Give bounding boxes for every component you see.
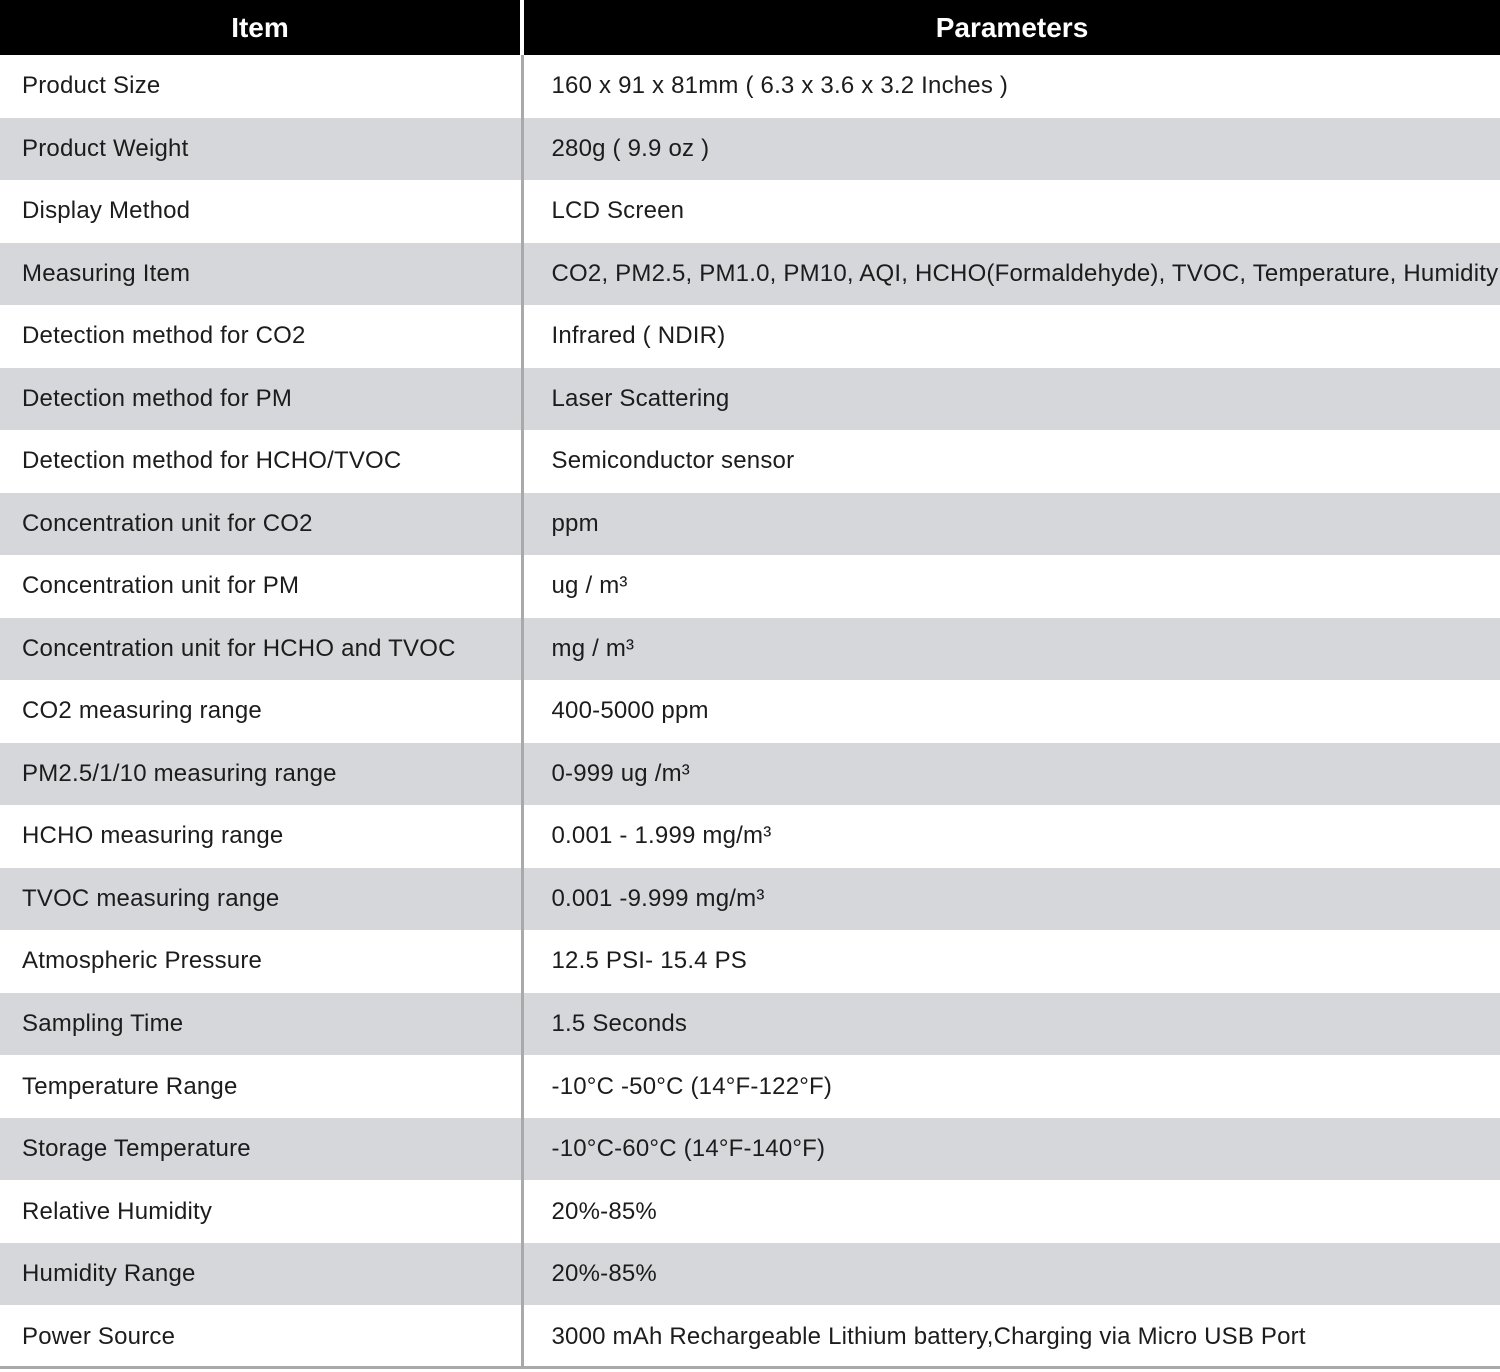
parameter-cell: LCD Screen — [522, 180, 1500, 243]
parameter-cell: 1.5 Seconds — [522, 993, 1500, 1056]
parameter-cell: 0.001 -9.999 mg/m³ — [522, 868, 1500, 931]
item-cell: Product Weight — [0, 118, 522, 181]
table-row — [0, 180, 1500, 243]
parameter-cell: ug / m³ — [522, 555, 1500, 618]
parameter-cell: -10°C-60°C (14°F-140°F) — [522, 1118, 1500, 1181]
parameter-cell: -10°C -50°C (14°F-122°F) — [522, 1055, 1500, 1118]
column-header-parameters: Parameters — [522, 0, 1500, 55]
parameter-cell: mg / m³ — [522, 618, 1500, 681]
item-cell: Atmospheric Pressure — [0, 930, 522, 993]
item-cell: Humidity Range — [0, 1243, 522, 1306]
parameter-cell: 0-999 ug /m³ — [522, 743, 1500, 806]
parameter-cell: Infrared ( NDIR) — [522, 305, 1500, 368]
item-cell: Detection method for HCHO/TVOC — [0, 430, 522, 493]
item-cell: Concentration unit for PM — [0, 555, 522, 618]
parameter-cell: 20%-85% — [522, 1243, 1500, 1306]
parameter-cell: 400-5000 ppm — [522, 680, 1500, 743]
parameter-cell: 20%-85% — [522, 1180, 1500, 1243]
item-cell: Detection method for CO2 — [0, 305, 522, 368]
table-row — [0, 1055, 1500, 1118]
table-row — [0, 368, 1500, 431]
parameter-cell: Laser Scattering — [522, 368, 1500, 431]
item-cell: Sampling Time — [0, 993, 522, 1056]
parameter-cell: ppm — [522, 493, 1500, 556]
table-row — [0, 1118, 1500, 1181]
parameter-cell: 280g ( 9.9 oz ) — [522, 118, 1500, 181]
item-cell: Concentration unit for HCHO and TVOC — [0, 618, 522, 681]
item-cell: HCHO measuring range — [0, 805, 522, 868]
item-cell: Detection method for PM — [0, 368, 522, 431]
table-bottom-border — [0, 1366, 1500, 1369]
table-row — [0, 805, 1500, 868]
item-cell: Concentration unit for CO2 — [0, 493, 522, 556]
table-row — [0, 430, 1500, 493]
item-cell: Measuring Item — [0, 243, 522, 306]
table-row — [0, 743, 1500, 806]
parameter-cell: Semiconductor sensor — [522, 430, 1500, 493]
table-row — [0, 1180, 1500, 1243]
spec-table-body — [0, 55, 1500, 1368]
item-cell: Relative Humidity — [0, 1180, 522, 1243]
item-cell: Storage Temperature — [0, 1118, 522, 1181]
table-row — [0, 1305, 1500, 1368]
item-cell: Display Method — [0, 180, 522, 243]
parameter-cell: CO2, PM2.5, PM1.0, PM10, AQI, HCHO(Formaldehyde), TVOC, Temperature, Humidity — [522, 243, 1500, 306]
parameter-cell: 160 x 91 x 81mm ( 6.3 x 3.6 x 3.2 Inches ) — [522, 55, 1500, 118]
item-cell: Power Source — [0, 1305, 522, 1368]
spec-table-header — [0, 0, 1500, 55]
table-row — [0, 993, 1500, 1056]
table-row — [0, 118, 1500, 181]
table-row — [0, 1243, 1500, 1306]
table-row — [0, 243, 1500, 306]
table-row — [0, 680, 1500, 743]
parameter-cell: 12.5 PSI- 15.4 PS — [522, 930, 1500, 993]
item-cell: TVOC measuring range — [0, 868, 522, 931]
table-row — [0, 555, 1500, 618]
parameter-cell: 3000 mAh Rechargeable Lithium battery,Charging via Micro USB Port — [522, 1305, 1500, 1368]
item-cell: CO2 measuring range — [0, 680, 522, 743]
parameter-cell: 0.001 - 1.999 mg/m³ — [522, 805, 1500, 868]
column-header-item: Item — [0, 0, 522, 55]
table-row — [0, 868, 1500, 931]
item-cell: Temperature Range — [0, 1055, 522, 1118]
table-row — [0, 930, 1500, 993]
header-row — [0, 0, 1500, 55]
table-row — [0, 55, 1500, 118]
item-cell: Product Size — [0, 55, 522, 118]
table-row — [0, 618, 1500, 681]
table-row — [0, 305, 1500, 368]
item-cell: PM2.5/1/10 measuring range — [0, 743, 522, 806]
table-row — [0, 493, 1500, 556]
